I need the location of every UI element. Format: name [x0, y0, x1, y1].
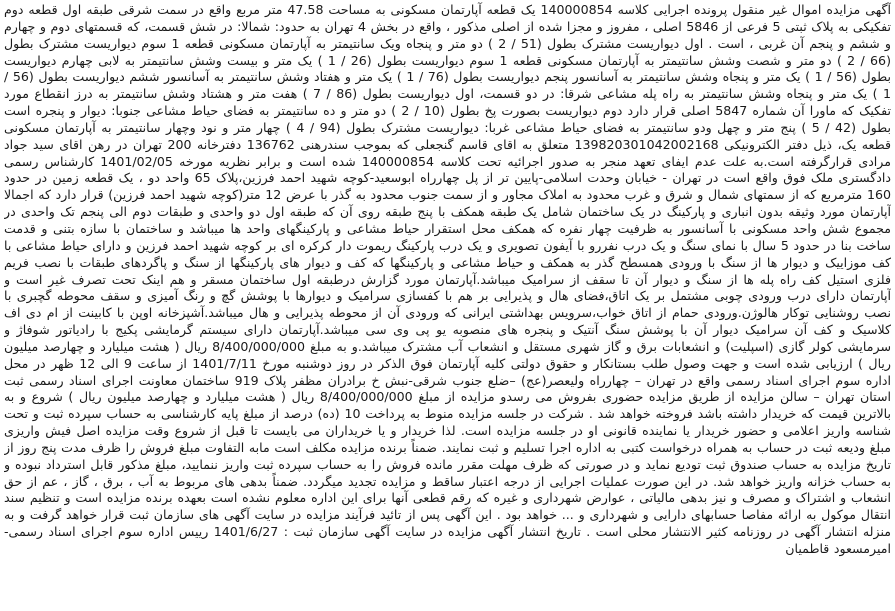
auction-notice — [4, 2, 891, 609]
auction-notice-text: آگهی مزایده اموال غیر منقول پرونده اجرایی کلاسه 140000854 یک قطعه آپارتمان مسکونی به مساحت 47.58 متر مربع واقع در سمت شرقی طبقه اول قطعه دوم تفکیکی به پلاک ثبتی 5 فرعی از 5846 اصلی ، مفروز و مجزا شده از اصلی مذکور ، واقع در بخش 4 تهران به حدود: شمالا: در شش قسمت، که قسمتهای دوم و چهارم و ششم و پنجم آن غربی ، است . اول دیواریست مشترک بطول (51 / 2 ) دو متر و پنجاه ویک سانتیمتر به آپارتمان مسکونی قطعه 1 سوم دیواریست مشترک بطول (66 / 2 ) دو متر و شصت وشش سانتیمتر به آپارتمان مسکونی قطعه 1 سوم دیواریست بطول (26 / 1 ) یک متر و بیست وشش سانتیمتر به لابی چهارم دیواریست بطول (56 / 1 ) یک متر و پنجاه وشش سانتیمتر به آسانسور پنجم دیواریست بطول (76 / 1 ) یک متر و هفتاد وشش سانتیمتر به آسانسور ششم دیواریست بطول (56 / 1 ) یک متر و پنجاه وشش سانتیمتر به راه پله مشاعی شرقا: در دو قسمت، اول دیواریست بطول (86 / 7 ) هفت متر و هشتاد وشش سانتیمتر به درز انقطاع مورد تفکیک که ماورا آن شماره 5847 اصلی قرار دارد دوم دیواریست بصورت پخ بطول (10 / 2 ) دو متر و ده سانتیمتر به فضای حیاط مشاعی جنوبا: دیوار و پنجره است بطول (42 / 5 ) پنج متر و چهل ودو سانتیمتر به فضای حیاط مشاعی غربا: دیواریست مشترک بطول (94 / 4 ) چهار متر و نود وچهار سانتیمتر به آپارتمان مسکونی قطعه یک، ذیل دفتر الکترونیکی 13982030104200216​8 متعلق به اقای قاسم گنجعلی که بموجب سندرهنی 136762 دفترخانه 200 تهران در رهن اقای سید جواد مرادی قرارگرفته است.به علت عدم ایفای تعهد منجر به صدور اجرائیه تحت کلاسه 140000854 شده است و برابر نظریه مورخه 1401/02/05 کارشناس رسمی دادگستری ملک فوق واقع است در تهران - خیابان وحدت اسلامی-پایین تر از پل چهارراه ابوسعید-کوچه شهید احمد فرزین،پلاک 65 واحد دو ، یک قطعه زمین در حدود 160 مترمربع که از سمتهای شمال و شرق و غرب محدود به املاک مجاور و از سمت جنوب محدود به گذر با عرض 12 متر(کوچه شهید احمد فرزین) قرار دارد که اجمالا آپارتمان مورد وثیقه بدون انباری و پارکینگ در یک ساختمان شامل یک طبقه همکف با پنج طبقه روی آن که طبقه اول دو واحدی و طبقات دوم الی پنجم تک واحدی در مجموع شش واحد مسکونی با آسانسور به ظرفیت چهار نفره که همکف محل استقرار حیاط مشاعی و پارکینگهای واحد ها میباشد و ساختمان با سازه بتنی و قدمت ساخت بنا در حدود 5 سال با نمای سنگ و یک درب نفررو با آیفون تصویری و یک درب پارکینگ ریموت دار کرکره ای بر کوچه شهید احمد فرزین و دارای حیاط مشاعی با کف موزاییک و دیوار ها از سنگ با ورودی همسطح گذر به همکف و حیاط مشاعی و پارکینگها که کف و دیوار های پارکینگها از سنگ و پاگردهای طبقات با نصب فریم فلزی استیل کف راه پله ها از سنگ و دیوار آن تا سقف از سرامیک میباشد.آپارتمان مورد گزارش درطبقه اول ساختمان مسقر و هم اینک تحت تصرف غیر است و آپارتمان دارای درب ورودی چوبی مشتمل بر یک اتاق،فضای هال و پذیرایی بر هم با کفسازی سرامیک و دیوارها با پوشش گچ و رنگ آمیزی و سقف محوطه گچبری با نصب روشنایی توکار هالوژن.ورودی حمام از اتاق خواب،سرویس بهداشتی ایرانی که ورودی آن از محوطه پذیرایی و هال میباشد.آشپزخانه اوپن با کابینت از ام دی اف کلاسیک و کف آن سرامیک دیوار آن با پوشش سنگ آنتیک و پنجره های منصوبه یو پی وی سی میباشد.آپارتمان دارای سیستم گرمایشی پکیج با رادیاتور شوفاژ و سرمایشی کولر گازی (اسپلیت) و انشعابات برق و گاز شهری مستقل و انشعاب آب مشترک میباشد.و به مبلغ 8/400/000/000 ریال ( هشت میلیارد و چهارصد میلیون ریال ) ارزیابی شده است و جهت وصول طلب بستانکار و حقوق دولتی کلیه آپارتمان فوق الذکر در روز دوشنبه مورخ 1401/7/11 از ساعت 9 الی 12 ظهر در محل اداره سوم اجرای اسناد رسمی واقع در تهران – چهارراه ولیعصر(عج) –ضلع جنوب شرقی-نبش خ برادران مظفر پلاک 919 ساختمان معاونت اجرای اسناد رسمی ثبت استان تهران – سالن مزایده از طریق مزایده حضوری بفروش می رسدو مزایده از مبلغ 8/400/000/000 ریال ( هشت میلیارد و چهارصد میلیون ریال ) شروع و به بالاترین قیمت که خریدار داشته باشد فروخته خواهد شد . شرکت در جلسه مزایده منوط به پرداخت 10 (ده) درصد از مبلغ پایه کارشناسی به حساب سپرده ثبت و تحت شناسه واریز اعلامی و حضور خریدار یا نماینده قانونی او در جلسه مزایده است. لذا خریدار و یا خریداران می بایست تا قبل از شروع وقت مزایده اصل فیش واریزی مبلغ ودیعه ثبت در حساب به همراه درخواست کتبی به اداره اجرا تسلیم و ثبت نمایند. ضمناً برنده مزایده مکلف است مابه التفاوت مبلغ فروش را ظرف مدت پنج روز از تاریخ مزایده به حساب صندوق ثبت تودیع نماید و در صورتی که ظرف مهلت مقرر مانده فروش را به حساب سپرده ثبت واریز ننمایید، مبلغ مذکور قابل استرداد نبوده و به حساب خزانه واریز خواهد شد. در این صورت عملیات اجرایی از درجه اعتبار ساقط و مزایده تجدید میگردد. ضمناً بدهی های مربوط به آب ، برق ، گاز ، عم از حق انشعاب و اشتراک و مصرف و نیز بدهی مالیاتی ، عوارض شهرداری و غیره که رقم قطعی آنها برای این اداره معلوم نشده است بعهده برنده مزایده است و تنظیم سند انتقال موکول به ارائه مفاصا حسابهای دارایی و شهرداری و ... خواهد بود . این آگهی پس از تائید فرآیند مزایده در سایت آگهی های سازمان ثبت قرار خواهد گرفت و به منزله انتشار آگهی در روزنامه کثیر الانتشار محلی است . تاریخ انتشار آگهی مزایده در سایت آگهی سازمان ثبت : 1401/6/27 رییس اداره سوم اجرای اسناد رسمی- امیرمسعود قاطمیان — [4, 2, 891, 556]
